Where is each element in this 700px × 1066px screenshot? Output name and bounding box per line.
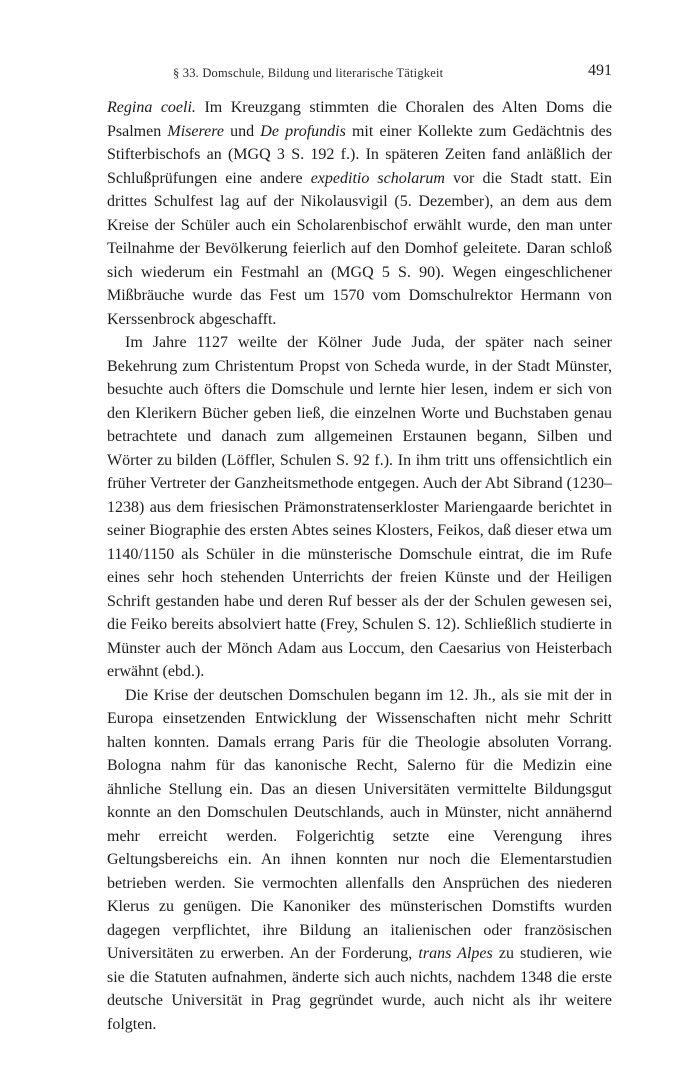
text-run: Im Jahre 1127 weilte der Kölner Jude Juda, der später nach seiner Bekehrung zum Christentum Propst von Scheda wurde, in der Stadt Münster, besuchte auch öfters die Domschule und lernte hier lesen, indem er sich von den Klerikern Bücher geben ließ, die einzelnen Worte und Buchstaben genau betrachtete und danach zum allgemeinen Erstaunen begann, Silben und Wörter zu bilden (Löffler, Schulen S. 92 f.). In ihm tritt uns offensichtlich ein früher Vertreter der Ganzheitsmethode entgegen. Auch der Abt Sibrand (1230–1238) aus dem friesischen Prämonstratenserkloster Mariengaarde berichtet in seiner Biographie des ersten Abtes seines Klosters, Feikos, daß dieser etwa um 1140/1150 als Schüler in die münsterische Domschule eintrat, die im Rufe eines sehr hoch stehenden Unterrichts der freien Künste und der Heiligen Schrift gestanden habe und deren Ruf besser als der der Schulen gewesen sei, die Feiko bereits absolviert hatte (Frey, Schulen S. 12). Schließlich studierte in Münster auch der Mönch Adam aus Loccum, den Caesarius von Heisterbach erwähnt (ebd.).: [107, 334, 612, 680]
text-run: mit einer Kollekte zum Gedächtnis des Stifterbischofs an (MGQ 3 S. 192 f.). In späteren Zeiten fand anläßlich der Schlußprüfungen eine andere: [107, 122, 613, 187]
italic-text: Miserere: [167, 122, 224, 140]
text-run: Im Kreuzgang stimmten die Choralen des Alten Doms die Psalmen: [107, 99, 612, 140]
italic-text: Regina coeli.: [107, 99, 196, 116]
paragraph-2: [107, 331, 612, 684]
running-title: § 33. Domschule, Bildung und literarische Tätigkeit: [173, 66, 444, 80]
text-run: zu studieren, wie sie die Statuten aufnahmen, änderte sich auch nichts, nachdem 1348 die erste deutsche Universität in Prag gegründet wurde, auch nicht als ihr weitere folgten.: [107, 945, 612, 1033]
italic-text: De profundis: [260, 122, 346, 140]
italic-text: expeditio scholarum: [310, 169, 445, 187]
paragraph-3: [107, 684, 612, 1037]
text-run: und: [223, 122, 261, 140]
text-run: Die Krise der deutschen Domschulen begann im 12. Jh., als sie mit der in Europa einsetzenden Entwicklung der Wissenschaften nicht mehr Schritt halten konnten. Damals errang Paris für die Theologie absoluten Vorrang. Bologna nahm für das kanonische Recht, Salerno für die Medizin eine ähnliche Stellung ein. Das an diesen Universitäten vermittelte Bildungsgut konnte an den Domschulen Deutschlands, auch in Münster, nicht annähernd mehr erreicht werden. Folgerichtig setzte eine Verengung ihres Geltungsbereichs ein. An ihnen konnten nur noch die Elementarstudien betrieben werden. Sie vermochten allenfalls den Ansprüchen des niederen Klerus zu genügen. Die Kanoniker des münsterischen Domstifts wurden dagegen verpflichtet, ihre Bildung an italienischen oder französischen Universitäten zu erwerben. An der Forderung,: [107, 686, 612, 962]
text-run: vor die Stadt statt. Ein drittes Schulfest lag auf der Nikolausvigil (5. Dezember), an dem aus dem Kreise der Schüler auch ein Scholarenbischof erwählt wurde, den man unter Teilnahme der Bevölkerung feierlich auf den Domhof geleitete. Daran schloß sich wiederum ein Festmahl an (MGQ 5 S. 90). Wegen eingeschlichener Mißbräuche wurde das Fest um 1570 vom Domschulrektor Hermann von Kerssenbrock abgeschafft.: [107, 169, 612, 328]
running-head: [107, 62, 612, 84]
body-text: [107, 96, 612, 1036]
paragraph-1: [107, 96, 612, 331]
page-number: 491: [588, 62, 612, 79]
italic-text: trans Alpes: [418, 945, 493, 962]
